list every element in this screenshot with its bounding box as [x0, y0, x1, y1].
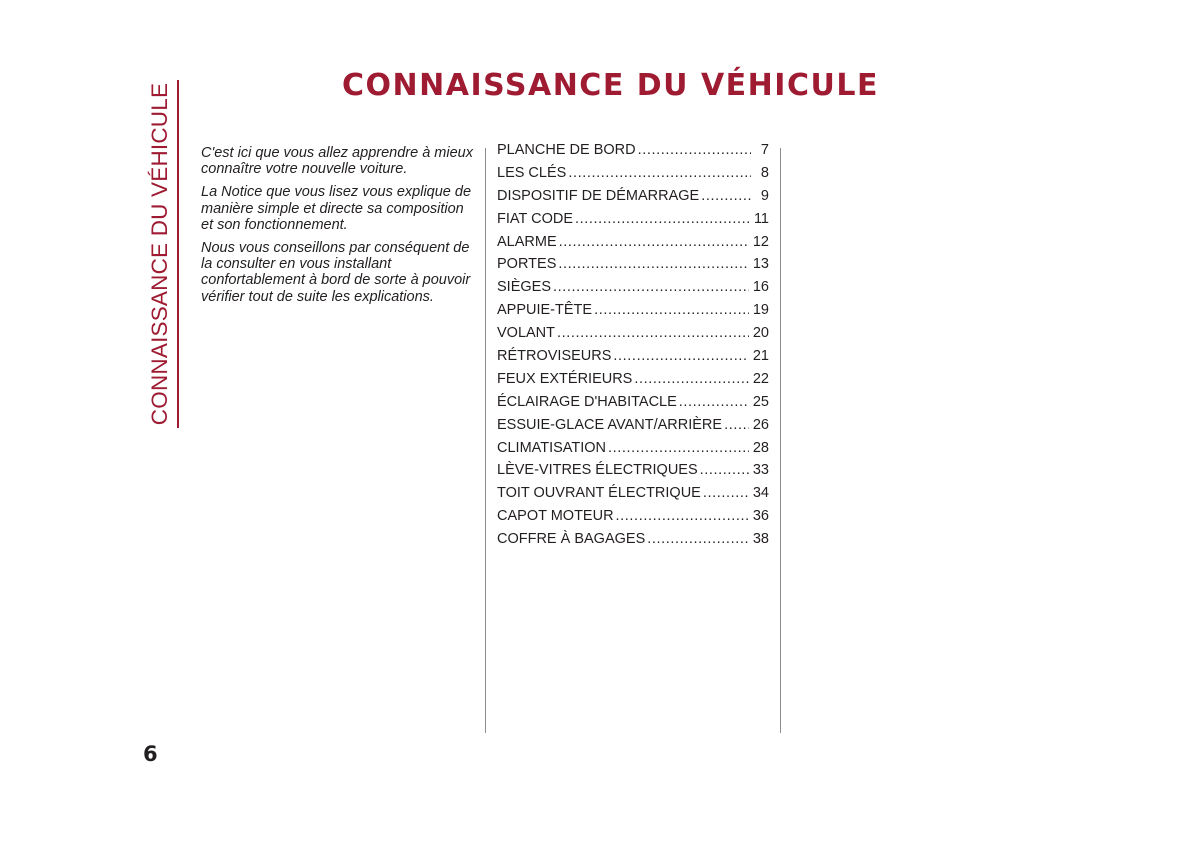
toc-leader-dots	[608, 440, 749, 456]
toc-entry-label: DISPOSITIF DE DÉMARRAGE	[497, 187, 700, 204]
toc-entry-page: 38	[752, 531, 769, 548]
intro-paragraph: C'est ici que vous allez apprendre à mieux connaître votre nouvelle voiture.	[201, 145, 473, 178]
toc-entry-label: RÉTROVISEURS	[497, 348, 612, 365]
toc-entry-page: 9	[760, 187, 769, 204]
toc-entry-label: ESSUIE-GLACE AVANT/ARRIÈRE	[497, 416, 723, 433]
side-title-rule	[177, 80, 179, 428]
toc-entry-page: 16	[752, 279, 769, 296]
toc-entry[interactable]	[497, 485, 769, 508]
toc-entry[interactable]	[497, 211, 769, 234]
toc-leader-dots	[557, 325, 749, 341]
toc-entry-label: LÈVE-VITRES ÉLECTRIQUES	[497, 462, 698, 479]
column-divider-left	[485, 148, 486, 733]
toc-leader-dots	[558, 256, 749, 272]
intro-text	[201, 145, 476, 312]
toc-leader-dots	[559, 234, 749, 250]
toc-entry-page: 36	[752, 508, 769, 525]
toc-entry[interactable]	[497, 371, 769, 394]
page-title: CONNAISSANCE DU VÉHICULE	[342, 68, 879, 103]
toc-entry-label: CAPOT MOTEUR	[497, 508, 614, 525]
toc-entry[interactable]	[497, 348, 769, 371]
toc-leader-dots	[700, 462, 749, 478]
toc-leader-dots	[703, 485, 749, 501]
toc-entry-page: 20	[752, 325, 769, 342]
toc-entry-page: 22	[752, 370, 769, 387]
toc-entry-label: PORTES	[497, 256, 557, 273]
toc-entry[interactable]	[497, 279, 769, 302]
column-divider-right	[780, 148, 781, 733]
toc-entry-label: FEUX EXTÉRIEURS	[497, 370, 633, 387]
toc-entry-label: TOIT OUVRANT ÉLECTRIQUE	[497, 485, 701, 502]
toc-entry-page: 26	[752, 416, 769, 433]
toc-entry[interactable]	[497, 531, 769, 554]
toc-entry-label: ALARME	[497, 233, 557, 250]
toc-entry-label: SIÈGES	[497, 279, 551, 296]
toc-entry-page: 13	[752, 256, 769, 273]
toc-leader-dots	[724, 417, 749, 433]
toc-entry-label: LES CLÉS	[497, 164, 567, 181]
toc-leader-dots	[575, 211, 750, 227]
toc-entry-label: PLANCHE DE BORD	[497, 142, 636, 158]
toc-entry[interactable]	[497, 234, 769, 257]
toc-entry-page: 34	[752, 485, 769, 502]
toc-entry-page: 19	[752, 302, 769, 319]
toc-entry-page: 21	[752, 348, 769, 365]
toc-entry-page: 33	[752, 462, 769, 479]
toc-entry-page: 8	[760, 164, 769, 181]
toc-entry[interactable]	[497, 256, 769, 279]
toc-entry-label: ÉCLAIRAGE D'HABITACLE	[497, 393, 677, 410]
toc-entry-label: FIAT CODE	[497, 210, 573, 227]
toc-leader-dots	[634, 371, 749, 387]
toc-entry-label: APPUIE-TÊTE	[497, 302, 593, 319]
toc-entry-page: 25	[752, 393, 769, 410]
toc-entry[interactable]	[497, 302, 769, 325]
toc-entry[interactable]	[497, 142, 769, 165]
toc-leader-dots	[553, 279, 749, 295]
toc-entry-page: 7	[760, 142, 769, 158]
intro-paragraph: Nous vous conseillons par conséquent de la consulter en vous installant confortablement à bord de sorte à pouvoir vérifier tout de suite les explications.	[201, 240, 471, 305]
toc-entry-page: 28	[752, 439, 769, 456]
table-of-contents	[497, 142, 769, 554]
toc-leader-dots	[638, 142, 751, 158]
side-section-title: CONNAISSANCE DU VÉHICULE	[147, 82, 172, 426]
toc-leader-dots	[701, 188, 751, 204]
toc-entry-label: CLIMATISATION	[497, 439, 607, 456]
toc-leader-dots	[613, 348, 748, 364]
toc-entry[interactable]	[497, 462, 769, 485]
toc-entry[interactable]	[497, 440, 769, 463]
intro-paragraph: La Notice que vous lisez vous explique de manière simple et directe sa composition et son fonctionnement.	[201, 184, 472, 233]
toc-leader-dots	[616, 508, 749, 524]
toc-entry[interactable]	[497, 325, 769, 348]
toc-entry-page: 11	[753, 210, 769, 227]
toc-leader-dots	[679, 394, 749, 410]
toc-leader-dots	[594, 302, 749, 318]
toc-entry[interactable]	[497, 165, 769, 188]
toc-entry[interactable]	[497, 417, 769, 440]
toc-entry[interactable]	[497, 394, 769, 417]
toc-entry[interactable]	[497, 508, 769, 531]
page-number: 6	[143, 742, 158, 766]
toc-entry[interactable]	[497, 188, 769, 211]
toc-entry-label: VOLANT	[497, 325, 556, 342]
side-title-wrapper	[140, 80, 180, 428]
toc-entry-page: 12	[752, 233, 769, 250]
toc-entry-label: COFFRE À BAGAGES	[497, 531, 646, 548]
toc-leader-dots	[568, 165, 751, 181]
toc-leader-dots	[647, 531, 749, 547]
